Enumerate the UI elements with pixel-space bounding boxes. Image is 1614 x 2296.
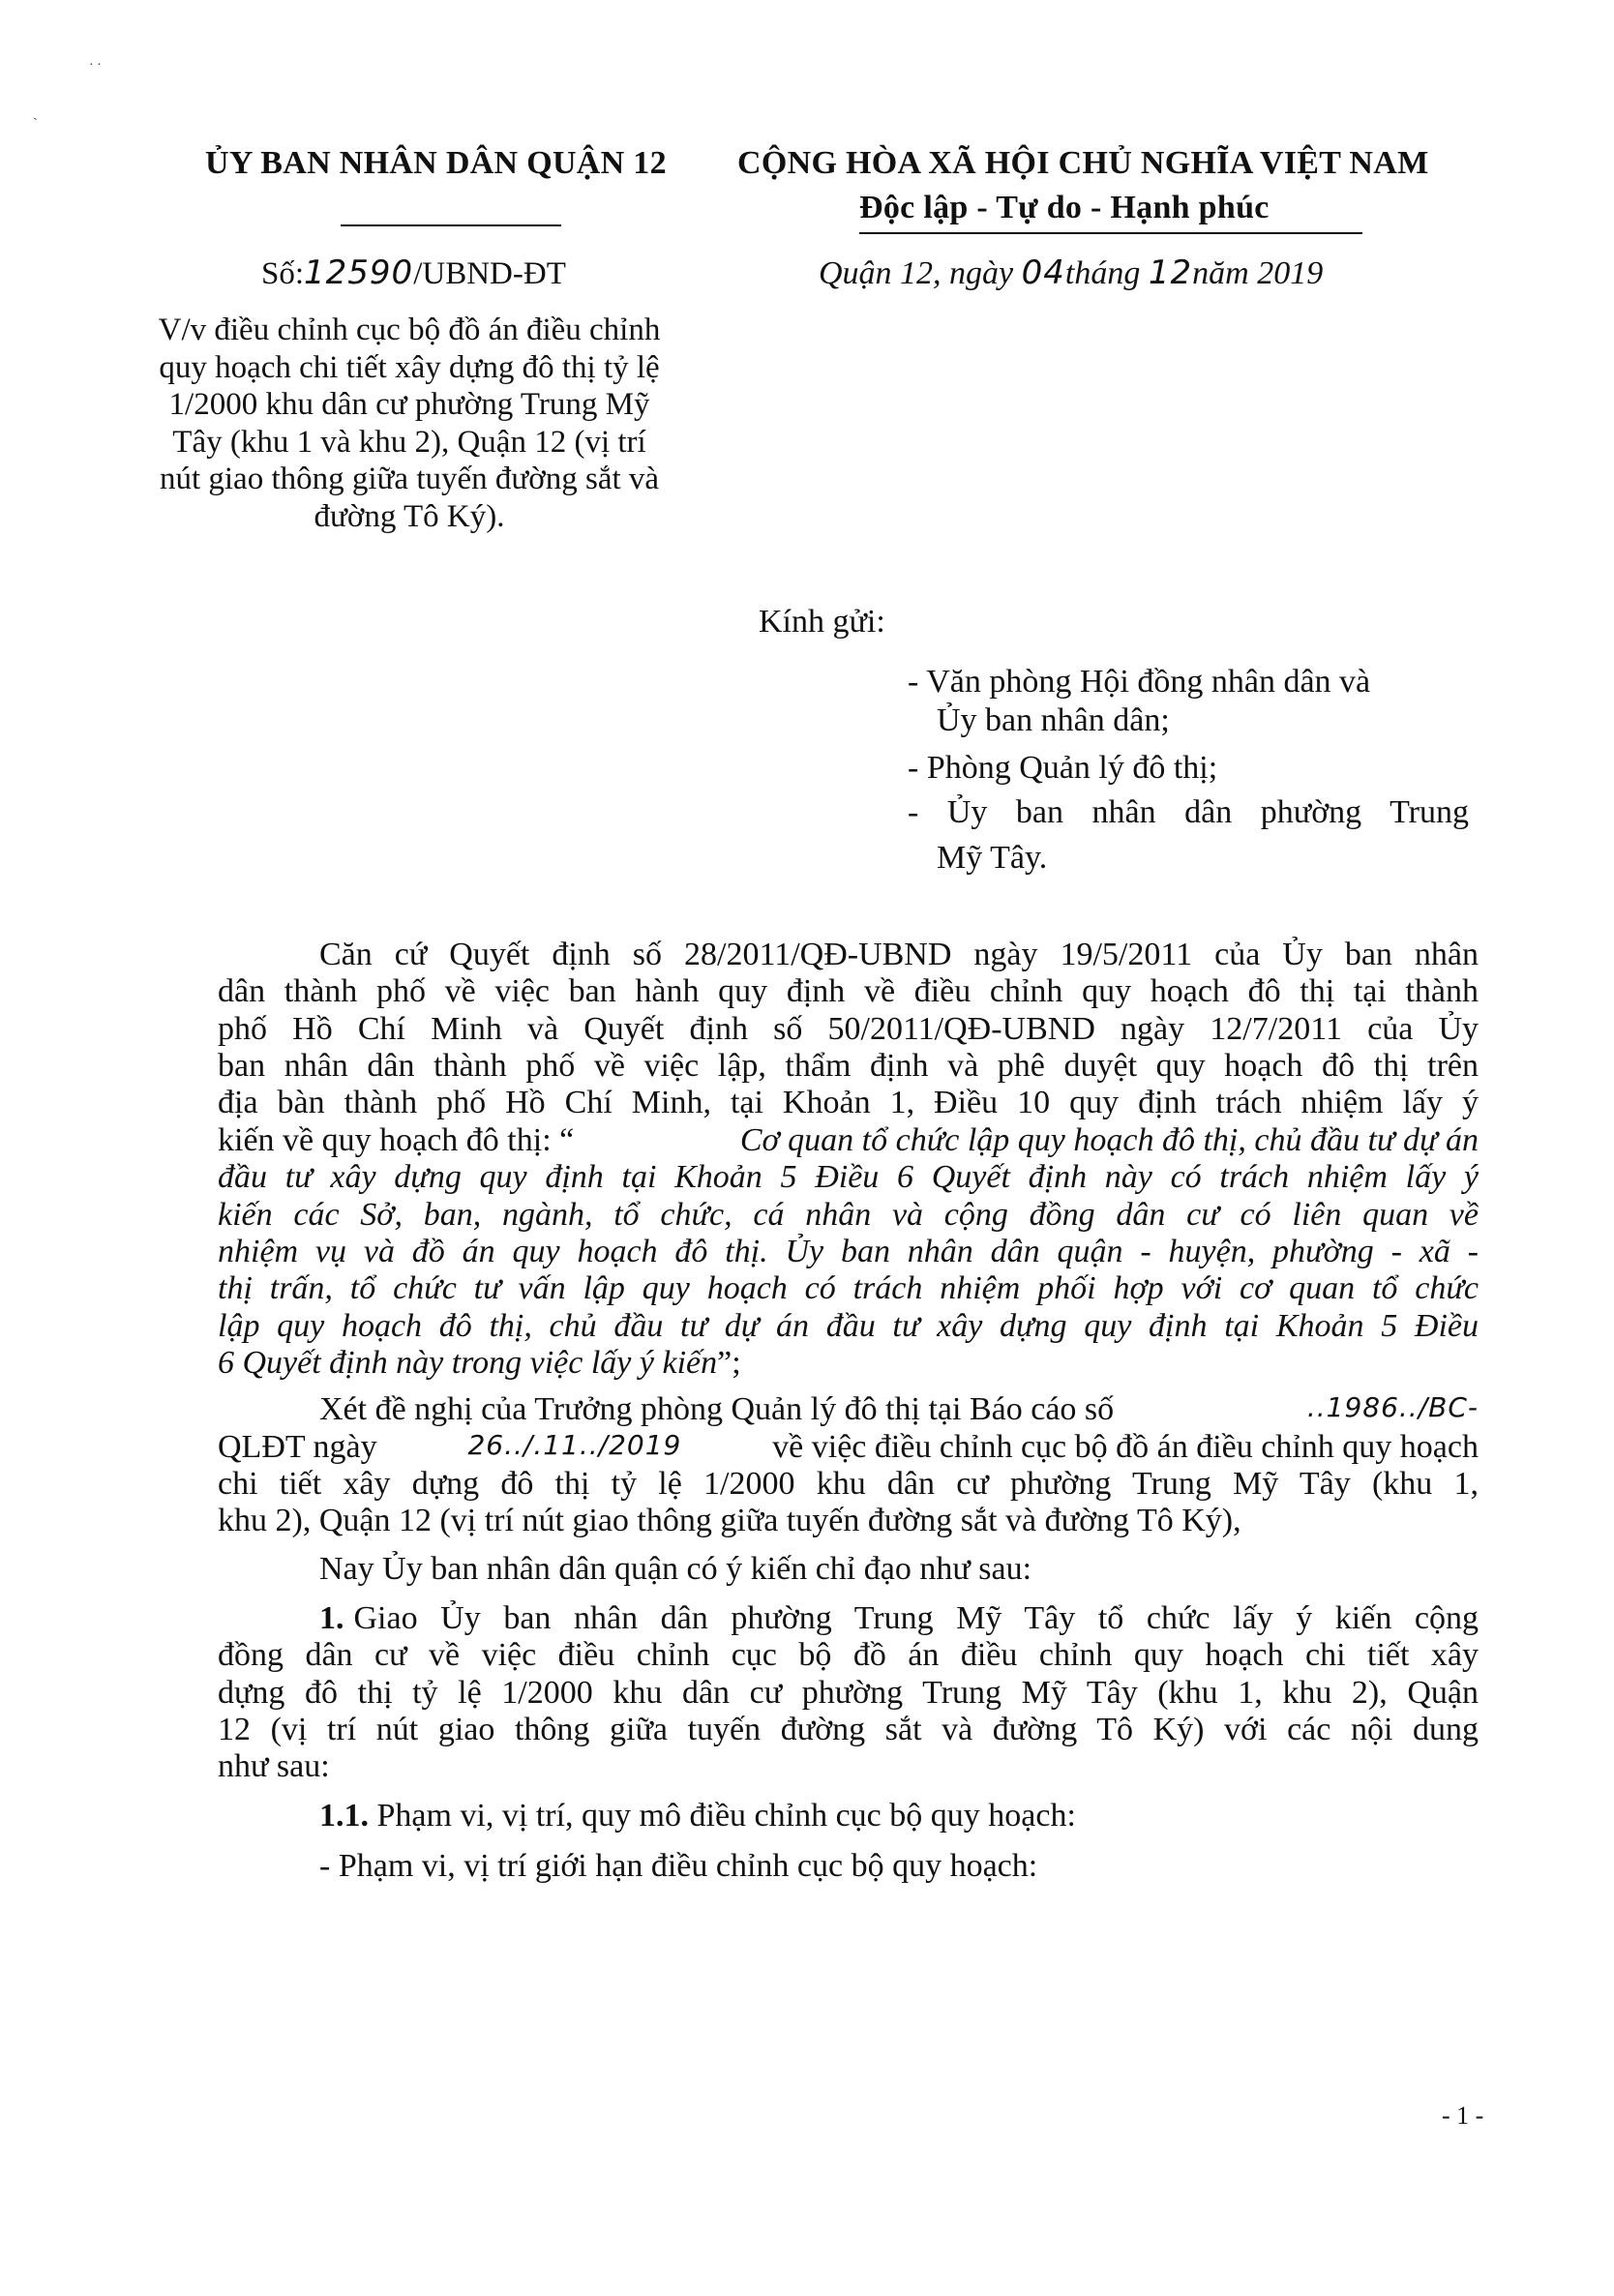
report-date-handwritten: 26../.11../2019 (467, 1429, 682, 1461)
body-line: như sau: (218, 1748, 330, 1784)
body-line: Căn cứ Quyết định số 28/2011/QĐ-UBND ngày 19/5/2011 của Ủy ban nhân (319, 937, 1479, 972)
quote-text: 6 Quyết định này trong việc lấy ý kiến (218, 1345, 718, 1381)
agency-underline (341, 224, 561, 226)
ref-number-handwritten: 12590 (304, 253, 414, 292)
national-title: CỘNG HÒA XÃ HỘI CHỦ NGHĨA VIỆT NAM (737, 145, 1429, 181)
date-year: năm 2019 (1192, 255, 1324, 291)
body-line: phố Hồ Chí Minh và Quyết định số 50/2011/QĐ-UBND ngày 12/7/2011 của Ủy (218, 1011, 1479, 1047)
ref-prefix: Số: (261, 256, 305, 291)
scan-artifact: · · (89, 58, 102, 73)
quote-text: kiến các Sở, ban, ngành, tổ chức, cá nhân và cộng đồng dân cư có liên quan về (218, 1197, 1479, 1233)
quote-line (218, 1308, 1479, 1345)
body-text: QLĐT ngày (218, 1429, 377, 1465)
body-line: dựng đô thị tỷ lệ 1/2000 khu dân cư phường Trung Mỹ Tây (khu 1, khu 2), Quận (218, 1675, 1479, 1711)
body-line: Nay Ủy ban nhân dân quận có ý kiến chỉ đạo như sau: (319, 1551, 1032, 1587)
body-text: Xét đề nghị của Trưởng phòng Quản lý đô thị tại Báo cáo số (319, 1391, 1115, 1427)
body-text: Giao Ủy ban nhân dân phường Trung Mỹ Tây tổ chức lấy ý kiến cộng (353, 1600, 1479, 1636)
document-date (819, 253, 1323, 292)
quote-text: Cơ quan tổ chức lập quy hoạch đô thị, chủ đầu tư dự án (739, 1122, 1479, 1158)
issuing-agency: ỦY BAN NHÂN DÂN QUẬN 12 (205, 145, 667, 181)
quote-close: ”; (717, 1345, 741, 1381)
date-prefix: Quận 12, ngày (819, 255, 1014, 291)
report-number-handwritten: ..1986../BC- (1306, 1391, 1479, 1423)
body-text: về việc điều chỉnh cục bộ đồ án điều chỉnh quy hoạch (772, 1429, 1479, 1465)
document-subject: V/v điều chỉnh cục bộ đồ án điều chỉnh quy hoạch chi tiết xây dựng đô thị tỷ lệ 1/2000 khu dân cư phường Trung Mỹ Tây (khu 1 và khu 2), Quận 12 (vị trí nút giao thông giữa tuyến đường sắt và đường Tô Ký). (158, 313, 661, 534)
quote-line (218, 1270, 1479, 1307)
recipient-line: Ủy ban nhân dân; (937, 702, 1170, 738)
page-number: - 1 - (1442, 2102, 1484, 2130)
body-line (319, 1798, 1479, 1834)
section-number: 1.1. (319, 1798, 369, 1834)
quote-text: lập quy hoạch đô thị, chủ đầu tư dự án đầu tư xây dựng quy định tại Khoản 5 Điều (218, 1308, 1479, 1344)
salutation: Kính gửi: (759, 604, 885, 640)
quote-text: đầu tư xây dựng quy định tại Khoản 5 Điều 6 Quyết định này có trách nhiệm lấy ý (218, 1159, 1479, 1195)
body-line: ban nhân dân thành phố về việc lập, thẩm định và phê duyệt quy hoạch đô thị trên (218, 1048, 1479, 1084)
recipient-line: - Ủy ban nhân dân phường Trung (908, 794, 1469, 830)
body-line: đồng dân cư về việc điều chỉnh cục bộ đồ án điều chỉnh quy hoạch chi tiết xây (218, 1637, 1479, 1673)
quote-text: thị trấn, tổ chức tư vấn lập quy hoạch có trách nhiệm phối hợp với cơ quan tổ chức (218, 1270, 1479, 1306)
body-text: Phạm vi, vị trí, quy mô điều chỉnh cục bộ quy hoạch: (376, 1798, 1076, 1834)
scan-artifact: ˎ (33, 106, 38, 121)
body-line: 12 (vị trí nút giao thông giữa tuyến đường sắt và đường Tô Ký) với các nội dung (218, 1712, 1479, 1747)
date-day-handwritten: 04 (1021, 253, 1065, 292)
body-text: kiến về quy hoạch đô thị: “ (218, 1122, 575, 1158)
body-line (319, 1391, 1479, 1428)
national-motto: Độc lập - Tự do - Hạnh phúc (859, 190, 1270, 225)
section-number: 1. (319, 1600, 344, 1636)
body-line: - Phạm vi, vị trí giới hạn điều chỉnh cục bộ quy hoạch: (319, 1848, 1038, 1884)
body-line (218, 1429, 1479, 1466)
motto-underline (859, 232, 1362, 234)
quote-line (218, 1197, 1479, 1234)
quote-line (218, 1234, 1479, 1270)
body-line: địa bàn thành phố Hồ Chí Minh, tại Khoản 1, Điều 10 quy định trách nhiệm lấy ý (218, 1085, 1479, 1120)
date-month-word: tháng (1064, 255, 1141, 291)
body-line (319, 1600, 1479, 1637)
recipient-line: - Văn phòng Hội đồng nhân dân và (908, 664, 1371, 700)
recipient-line: Mỹ Tây. (937, 840, 1048, 876)
ref-suffix: /UBND-ĐT (413, 256, 566, 291)
body-line: khu 2), Quận 12 (vị trí nút giao thông giữa tuyến đường sắt và đường Tô Ký), (218, 1503, 1241, 1538)
document-reference (261, 253, 566, 292)
body-line (218, 1122, 1479, 1159)
body-line: chi tiết xây dựng đô thị tỷ lệ 1/2000 khu dân cư phường Trung Mỹ Tây (khu 1, (218, 1466, 1479, 1502)
body-line: dân thành phố về việc ban hành quy định về điều chỉnh quy hoạch đô thị tại thành (218, 973, 1479, 1009)
recipient-line: - Phòng Quản lý đô thị; (908, 750, 1218, 786)
quote-line (218, 1345, 1479, 1382)
quote-line (218, 1159, 1479, 1196)
date-month-handwritten: 12 (1148, 253, 1193, 292)
quote-text: nhiệm vụ và đồ án quy hoạch đô thị. Ủy ban nhân dân quận - huyện, phường - xã - (218, 1234, 1479, 1269)
